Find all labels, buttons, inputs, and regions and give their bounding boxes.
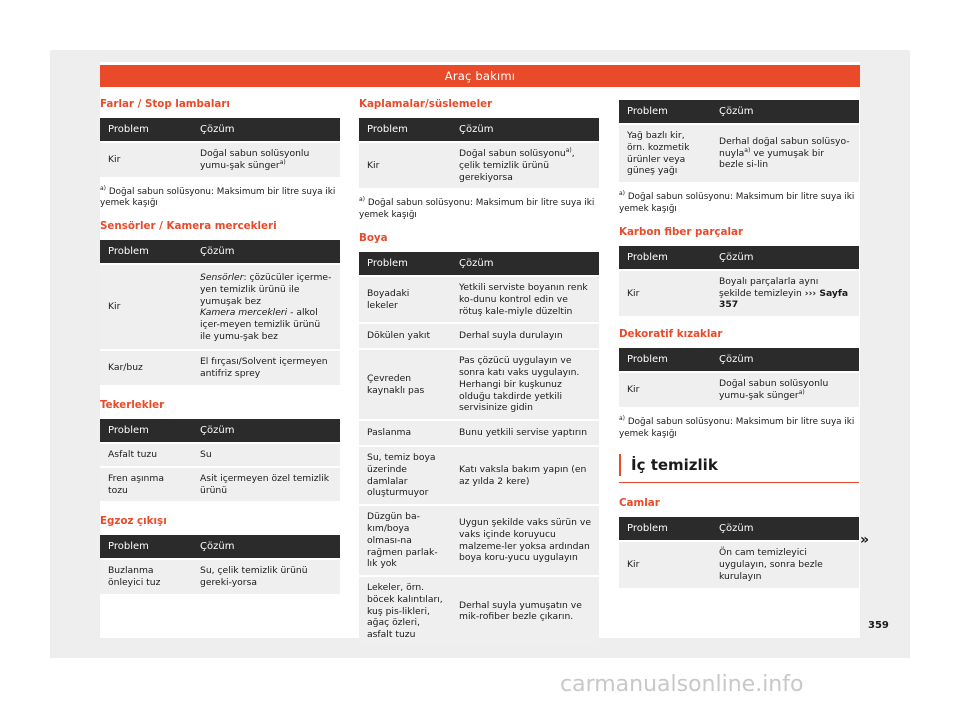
cell-problem: Kir: [100, 142, 192, 177]
table-row: [100, 350, 340, 385]
table-row: [619, 541, 859, 587]
cell-solution: El fırçası/Solvent içermeyen antifriz sprey: [192, 350, 340, 385]
col-header-problem: Problem: [619, 517, 711, 541]
manual-page: [100, 62, 860, 641]
table-sensor: [100, 240, 340, 385]
table-karbon: [619, 246, 859, 316]
table-row: [359, 142, 599, 188]
table-camlar: [619, 517, 859, 587]
table-row: [359, 446, 599, 505]
page-ref-link[interactable]: ››› Sayfa 357: [719, 287, 849, 311]
solution-text: Derhal doğal sabun solüsyo-nuyla: [719, 135, 850, 159]
cell-solution: Asit içermeyen özel temizlik ürünü: [192, 467, 340, 502]
col-header-problem: Problem: [100, 535, 192, 559]
col-header-solution: Çözüm: [451, 252, 599, 276]
table-row: [100, 142, 340, 177]
col-header-solution: Çözüm: [711, 348, 859, 372]
cell-solution: [192, 264, 340, 350]
column-2: [359, 98, 599, 656]
col-header-problem: Problem: [619, 100, 711, 124]
footnote-text: Doğal sabun solüsyonu: Maksimum bir litre suya iki yemek kaşığı: [100, 186, 336, 209]
col-header-solution: Çözüm: [711, 517, 859, 541]
section-title-egzoz: Egzoz çıkışı: [100, 515, 167, 528]
cell-solution: [451, 142, 599, 188]
cell-problem: Çevreden kaynaklı pas: [359, 349, 451, 420]
table-row: [359, 323, 599, 349]
cell-solution: Katı vaksla bakım yapın (en az yılda 2 kere): [451, 446, 599, 505]
footnote-mark: a): [798, 388, 805, 396]
footnote: [359, 198, 599, 222]
section-title-karbon: Karbon fiber parçalar: [619, 225, 744, 238]
table-row: [359, 276, 599, 323]
solution-text: ve yumuşak bir bezle si-lin: [719, 147, 825, 171]
col-header-problem: Problem: [359, 252, 451, 276]
table-row: [359, 420, 599, 446]
section-title-boya: Boya: [359, 232, 388, 245]
solution-text: : çözücüler içerme-yen temizlik ürünü ile yumuşak bez: [200, 271, 332, 307]
footnote-text: Doğal sabun solüsyonu: Maksimum bir litre suya iki yemek kaşığı: [619, 192, 855, 214]
section-title-sensor: Sensörler / Kamera mercekleri: [100, 220, 277, 233]
cell-solution: Derhal suyla durulayın: [451, 323, 599, 349]
solution-text: Doğal sabun solüsyonlu yumu-şak sünger: [719, 378, 829, 401]
col-header-solution: Çözüm: [711, 100, 859, 124]
col-header-solution: Çözüm: [192, 419, 340, 443]
footnote-mark: a): [619, 190, 626, 198]
table-row: [359, 349, 599, 420]
table-row: [100, 443, 340, 467]
section-title-tekerlekler: Tekerlekler: [100, 398, 165, 411]
cell-problem: Kir: [100, 264, 192, 350]
table-row: [100, 559, 340, 594]
table-row: [619, 372, 859, 407]
col-header-solution: Çözüm: [711, 246, 859, 270]
table-row: [619, 270, 859, 316]
col-header-problem: Problem: [359, 118, 451, 142]
footnote: [619, 192, 859, 216]
table-row: [619, 124, 859, 182]
col-header-solution: Çözüm: [451, 118, 599, 142]
col-header-problem: Problem: [100, 240, 192, 264]
section-title-camlar: Camlar: [619, 497, 660, 510]
footnote-text: Doğal sabun solüsyonu: Maksimum bir litre suya iki yemek kaşığı: [359, 198, 595, 221]
solution-text: Boyalı parçalarla aynı şekilde temizleyin: [719, 275, 819, 299]
col-header-problem: Problem: [100, 419, 192, 443]
footnote-mark: a): [744, 146, 751, 154]
cell-solution: Ön cam temizleyici uygulayın, sonra bezle kurulayın: [711, 541, 859, 587]
cell-problem: Düzgün ba-kım/boya olması-na rağmen parlak-lık yok: [359, 505, 451, 576]
cell-solution: Yetkili serviste boyanın renk ko-dunu kontrol edin ve rötuş kale-miyle düzeltin: [451, 276, 599, 323]
col-header-problem: Problem: [619, 348, 711, 372]
cell-solution: Su, çelik temizlik ürünü gereki-yorsa: [192, 559, 340, 594]
col-header-problem: Problem: [100, 118, 192, 142]
section-title-dekoratif: Dekoratif kızaklar: [619, 328, 723, 341]
cell-problem: Fren aşınma tozu: [100, 467, 192, 502]
col-header-solution: Çözüm: [192, 118, 340, 142]
table-continued: [619, 100, 859, 182]
title-rule: [619, 482, 859, 483]
table-egzoz: [100, 535, 340, 594]
solution-text: Doğal sabun solüsyonlu yumu-şak sünger: [200, 148, 310, 171]
page-number: 359: [868, 620, 889, 631]
footnote-mark: a): [279, 158, 286, 166]
cell-problem: Paslanma: [359, 420, 451, 446]
cell-solution: [192, 142, 340, 177]
continue-arrow-icon: »: [860, 532, 870, 548]
table-row: [100, 467, 340, 502]
footnote-mark: a): [619, 414, 626, 422]
footnote-text: Doğal sabun solüsyonu: Maksimum bir litre suya iki yemek kaşığı: [619, 416, 855, 439]
cell-problem: Kir: [619, 541, 711, 587]
table-kaplamalar: [359, 118, 599, 188]
cell-solution: [711, 124, 859, 182]
cell-problem: Kir: [359, 142, 451, 188]
table-row: [359, 505, 599, 576]
cell-problem: Su, temiz boya üzerinde damlalar oluşturmuyor: [359, 446, 451, 505]
footnote-mark: a): [359, 196, 366, 204]
solution-text: - alkol içer-meyen temizlik ürünü ile yumu-şak bez: [200, 307, 321, 342]
cell-problem: Kir: [619, 372, 711, 407]
watermark: carmanualsonline.info: [560, 672, 804, 697]
cell-problem: Kar/buz: [100, 350, 192, 385]
cell-problem: Asfalt tuzu: [100, 443, 192, 467]
cell-solution: Uygun şekilde vaks sürün ve vaks içinde koruyucu malzeme-ler yoksa ardından boya koru-yucu uygulayın: [451, 505, 599, 576]
table-row: [359, 576, 599, 646]
solution-text: Doğal sabun solüsyonu: [459, 148, 566, 159]
table-tekerlekler: [100, 419, 340, 502]
section-title-farlar: Farlar / Stop lambaları: [100, 98, 230, 110]
cell-solution: Su: [192, 443, 340, 467]
cell-solution: Pas çözücü uygulayın ve sonra katı vaks uygulayın. Herhangi bir kuşkunuz olduğu takdirde yetkili servisinize gidin: [451, 349, 599, 420]
col-header-problem: Problem: [619, 246, 711, 270]
cell-problem: Kir: [619, 270, 711, 316]
column-3: [619, 100, 859, 598]
cell-solution: [711, 270, 859, 316]
cell-solution: Derhal suyla yumuşatın ve mik-rofiber bezle çıkarın.: [451, 576, 599, 646]
cell-problem: Dökülen yakıt: [359, 323, 451, 349]
cell-problem: Yağ bazlı kir, örn. kozmetik ürünler veya güneş yağı: [619, 124, 711, 182]
footnote: [100, 184, 340, 211]
cell-problem: Boyadaki lekeler: [359, 276, 451, 323]
solution-text: , çelik temizlik ürünü gerekiyorsa: [459, 148, 575, 183]
solution-italic: Sensörler: [200, 271, 244, 283]
chapter-title-ic-temizlik: İç temizlik: [619, 454, 859, 476]
footnote-mark: a): [100, 184, 107, 192]
cell-problem: Lekeler, örn. böcek kalıntıları, kuş pis-likleri, ağaç özleri, asfalt tuzu: [359, 576, 451, 646]
cell-solution: Bunu yetkili servise yaptırın: [451, 420, 599, 446]
table-farlar: [100, 118, 340, 177]
solution-italic: Kamera mercekleri: [200, 307, 288, 319]
footnote-mark: a): [565, 146, 572, 154]
col-header-solution: Çözüm: [192, 535, 340, 559]
cell-problem: Buzlanma önleyici tuz: [100, 559, 192, 594]
cell-solution: [711, 372, 859, 407]
section-title-kaplamalar: Kaplamalar/süslemeler: [359, 98, 493, 110]
table-dekoratif: [619, 348, 859, 407]
footnote: [619, 414, 859, 441]
table-row: [100, 264, 340, 350]
chapter-header: Araç bakımı: [100, 65, 860, 87]
col-header-solution: Çözüm: [192, 240, 340, 264]
column-1: [100, 98, 340, 604]
table-boya: [359, 252, 599, 646]
